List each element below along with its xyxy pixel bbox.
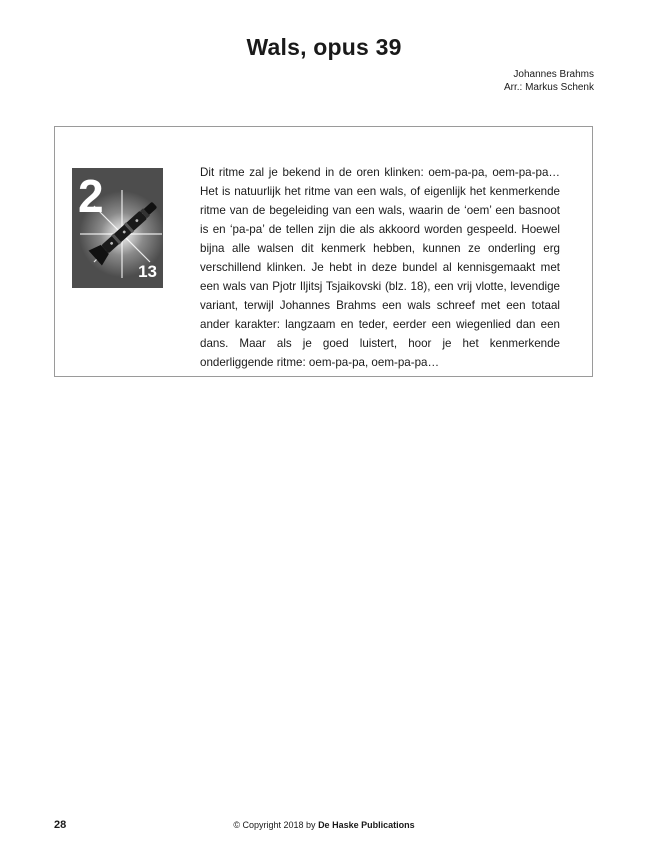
copyright-prefix: © Copyright 2018 by [233, 820, 319, 830]
badge-number: 2 [78, 170, 104, 222]
badge-subnumber: 13 [138, 262, 157, 281]
page-title: Wals, opus 39 [246, 34, 402, 60]
arranger: Arr.: Markus Schenk [503, 82, 594, 93]
info-box [54, 126, 593, 377]
copyright [0, 820, 648, 830]
credits [504, 68, 594, 94]
track-badge [72, 168, 163, 288]
page-number: 28 [54, 819, 67, 831]
composer: Johannes Brahms [513, 69, 594, 80]
intro-paragraph: Dit ritme zal je bekend in de oren klinken: oem-pa-pa, oem-pa-pa… Het is natuurlijk het ritme van een wals, of eigenlijk het kenmerkende ritme van de begeleiding van een wals, waarin de ‘oem’ een basnoot is en ‘pa-pa’ de tellen zijn die als akkoord worden gespeeld. Hoewel bijna alle walsen dit kenmerk hebben, kunnen ze onderling erg verschillend klinken. Je hebt in deze bundel al kennisgemaakt met een wals van Pjotr Iljitsj Tsjaikovski (blz. 18), een vrij vlotte, levendige variant, terwijl Johannes Brahms een wals schreef met een totaal ander karakter: langzaam en teder, eerder een wiegenlied dan een dans. Maar als je goed luistert, hoor je het kenmerkende onderliggende ritme: oem-pa-pa, oem-pa-pa… [200, 166, 560, 369]
publisher-name: De Haske Publications [318, 820, 415, 830]
